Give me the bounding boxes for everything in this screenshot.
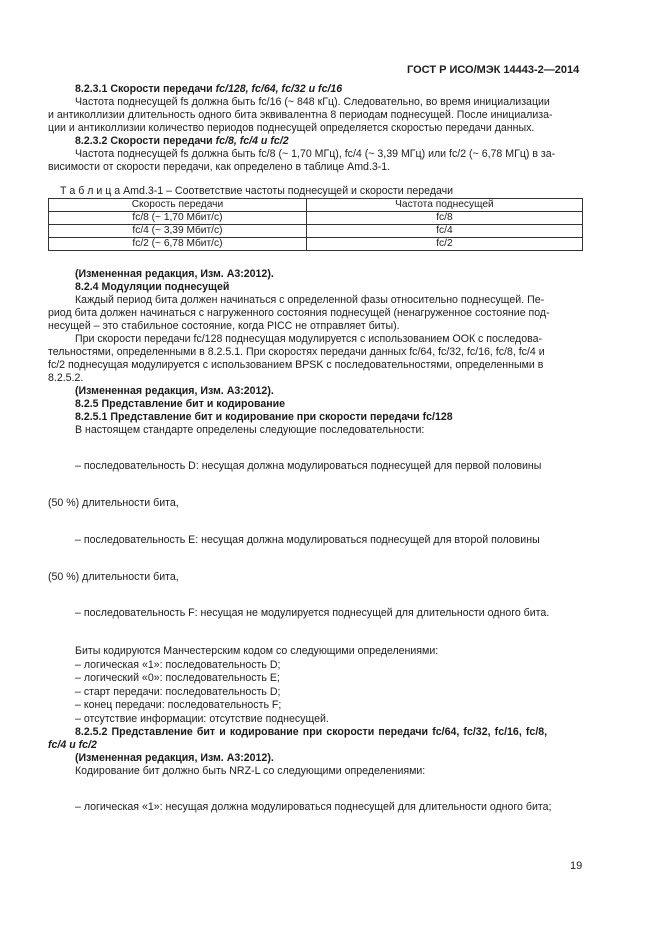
list-item: – старт передачи: последовательность D; <box>75 686 281 698</box>
paragraph-line: В настоящем стандарте определены следующие последовательности: <box>75 424 425 436</box>
paragraph-line: При скорости передачи fc/128 поднесущая модулируется с использованием ООК с последова- <box>75 333 543 345</box>
page-number: 19 <box>570 860 583 872</box>
table-cell: fc/4 (~ 3,39 Мбит/с) <box>49 225 307 238</box>
table-cell: fc/2 <box>306 238 582 251</box>
paragraph-line: риод бита должен начинаться с нагруженного состояния поднесущей (ненагруженное состояние под- <box>48 307 550 319</box>
caption-text: Amd.3-1 – Соответствие частоты поднесущей и скорости передачи <box>120 185 454 197</box>
nrz-logical-one: – логическая «1»: несущая должна модулироваться поднесущей для длительности одного бита; <box>75 801 552 813</box>
table-cell: fc/4 <box>306 225 582 238</box>
sequence-d-line2: (50 %) длительности бита, <box>48 497 179 509</box>
table-cell: fc/2 (~ 6,78 Мбит/с) <box>49 238 307 251</box>
table-caption <box>60 185 453 198</box>
list-item: – логическая «1»: последовательность D; <box>75 659 281 671</box>
paragraph-line: ции и антиколлизии количество периодов поднесущей определяется скоростью передачи данных. <box>48 122 535 134</box>
table-header-cell: Скорость передачи <box>49 199 307 212</box>
section-number: 8.2.3.2 Скорости передачи <box>75 135 216 147</box>
table-cell: fc/8 <box>306 212 582 225</box>
section-8252-heading-line2: fc/4 и fc/2 <box>48 739 97 751</box>
document-header: ГОСТ Р ИСО/МЭК 14443-2—2014 <box>407 64 580 76</box>
sequence-e-line2: (50 %) длительности бита, <box>48 571 179 583</box>
paragraph-line: несущей – это стабильное состояние, когда PICC не отправляет биты). <box>48 320 400 332</box>
table-cell: fc/8 (~ 1,70 Мбит/с) <box>49 212 307 225</box>
paragraph-line: тельностями, определенными в 8.2.5.1. При скоростях передачи данных fc/64, fc/32, fc/16, fc/8, fc/4 и <box>48 346 545 358</box>
rates: fc/128, fc/64, fc/32 и fc/16 <box>215 83 343 95</box>
section-8231-heading <box>75 83 342 96</box>
paragraph-line: Частота поднесущей fs должна быть fc/16 (~ 848 кГц). Следовательно, во время инициализации <box>75 96 550 108</box>
paragraph-line: 8.2.5.2. <box>48 372 84 384</box>
section-number: 8.2.3.1 Скорости передачи <box>75 83 216 95</box>
sequence-d-line1: – последовательность D: несущая должна модулироваться поднесущей для первой половины <box>75 460 542 472</box>
paragraph-line: Каждый период бита должен начинаться с определенной фазы относительно поднесущей. Пе- <box>75 294 545 306</box>
rate-table <box>48 198 583 251</box>
caption-label: Т а б л и ц а <box>60 185 121 197</box>
amendment-note: (Измененная редакция, Изм. А3:2012). <box>75 752 274 764</box>
paragraph-line: Частота поднесущей fs должна быть fc/8 (~ 1,70 МГц), fc/4 (~ 3,39 МГц) или fc/2 (~ 6,78 МГц) в за- <box>75 148 556 160</box>
section-824-heading: 8.2.4 Модуляции поднесущей <box>75 281 230 293</box>
paragraph-line: и антиколлизии длительность одного бита эквивалентна 8 периодам поднесущей. После инициализа- <box>48 109 553 121</box>
amendment-note: (Измененная редакция, Изм. А3:2012). <box>75 385 274 397</box>
section-8252-heading-line1: 8.2.5.2 Представление бит и кодирование при скорости передачи fc/64, fc/32, fc/16, fc/8, <box>75 726 548 738</box>
manchester-intro: Биты кодируются Манчестерским кодом со следующими определениями: <box>75 645 439 657</box>
table-row <box>49 238 583 251</box>
table-row <box>49 225 583 238</box>
paragraph-line: fc/2 поднесущая модулируется с использованием BPSK с последовательностями, определенными в <box>48 359 544 371</box>
list-item: – конец передачи: последовательность F; <box>75 699 282 711</box>
table-header-cell: Частота поднесущей <box>306 199 582 212</box>
table-header-row <box>49 199 583 212</box>
sequence-f: – последовательность F: несущая не модулируется поднесущей для длительности одного бита. <box>75 607 550 619</box>
rates: fc/8, fc/4 и fc/2 <box>215 135 289 147</box>
list-item: – отсутствие информации: отсутствие поднесущей. <box>75 713 329 725</box>
paragraph-line: висимости от скорости передачи, как определено в таблице Amd.3-1. <box>48 161 391 173</box>
list-item: – логический «0»: последовательность E; <box>75 672 280 684</box>
table-row <box>49 212 583 225</box>
section-825-heading: 8.2.5 Представление бит и кодирование <box>75 398 286 410</box>
section-8232-heading <box>75 135 289 148</box>
amendment-note: (Измененная редакция, Изм. А3:2012). <box>75 268 274 280</box>
nrz-intro: Кодирование бит должно быть NRZ-L со следующими определениями: <box>75 765 426 777</box>
sequence-e-line1: – последовательность E: несущая должна модулироваться поднесущей для второй половины <box>75 534 540 546</box>
section-8251-heading: 8.2.5.1 Представление бит и кодирование при скорости передачи fc/128 <box>75 411 453 423</box>
